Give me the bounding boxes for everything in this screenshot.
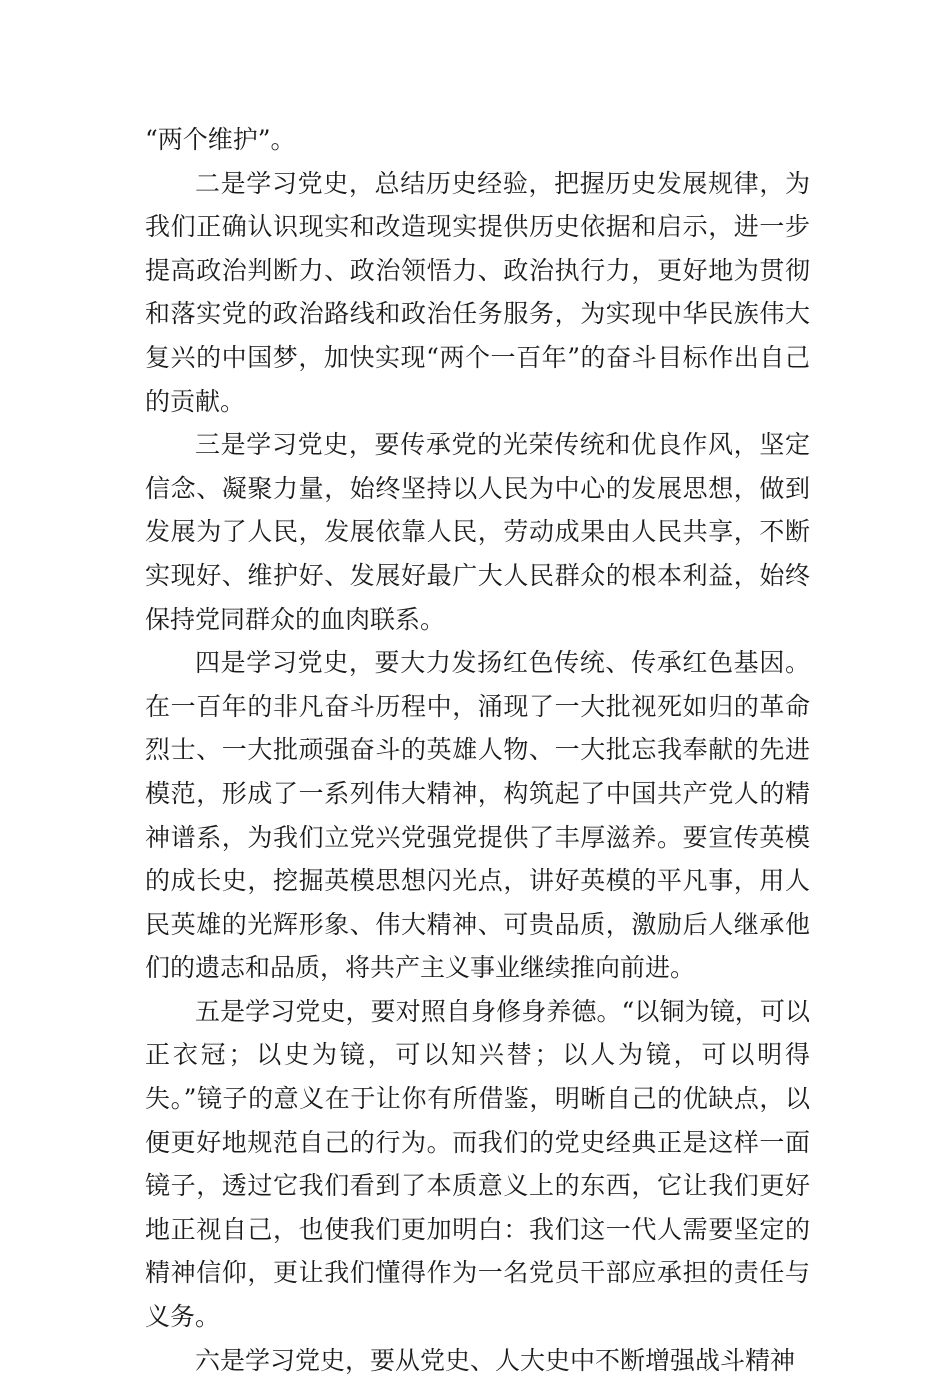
paragraph-point-two: 二是学习党史，总结历史经验，把握历史发展规律，为我们正确认识现实和改造现实提供历史依据和启示，进一步提高政治判断力、政治领悟力、政治执行力，更好地为贯彻和落实党的政治路线和政治任务服务，为实现中华民族伟大复兴的中国梦，加快实现“两个一百年”的奋斗目标作出自己的贡献。 xyxy=(145,168,810,416)
paragraph-point-six: 六是学习党史，要从党史、人大史中不断增强战斗精神 xyxy=(195,1345,796,1375)
document-body xyxy=(145,118,810,1382)
paragraph-point-three: 三是学习党史，要传承党的光荣传统和优良作风，坚定信念、凝聚力量，始终坚持以人民为中心的发展思想，做到发展为了人民，发展依靠人民，劳动成果由人民共享，不断实现好、维护好、发展好最广大人民群众的根本利益，始终保持党同群众的血肉联系。 xyxy=(145,430,810,634)
paragraph-point-four: 四是学习党史，要大力发扬红色传统、传承红色基因。在一百年的非凡奋斗历程中，涌现了一大批视死如归的革命烈士、一大批顽强奋斗的英雄人物、一大批忘我奉献的先进模范，形成了一系列伟大精神，构筑起了中国共产党人的精神谱系，为我们立党兴党强党提供了丰厚滋养。要宣传英模的成长史，挖掘英模思想闪光点，讲好英模的平凡事，用人民英雄的光辉形象、伟大精神、可贵品质，激励后人继承他们的遗志和品质，将共产主义事业继续推向前进。 xyxy=(145,648,810,983)
paragraph-continuation: “两个维护”。 xyxy=(145,125,296,154)
paragraph-point-five: 五是学习党史，要对照自身修身养德。“以铜为镜，可以正衣冠；以史为镜，可以知兴替；以人为镜，可以明得失。”镜子的意义在于让你有所借鉴，明晰自己的优缺点，以便更好地规范自己的行为。而我们的党史经典正是这样一面镜子，透过它我们看到了本质意义上的东西，它让我们更好地正视自己，也使我们更加明白：我们这一代人需要坚定的精神信仰，更让我们懂得作为一名党员干部应承担的责任与义务。 xyxy=(145,996,810,1332)
